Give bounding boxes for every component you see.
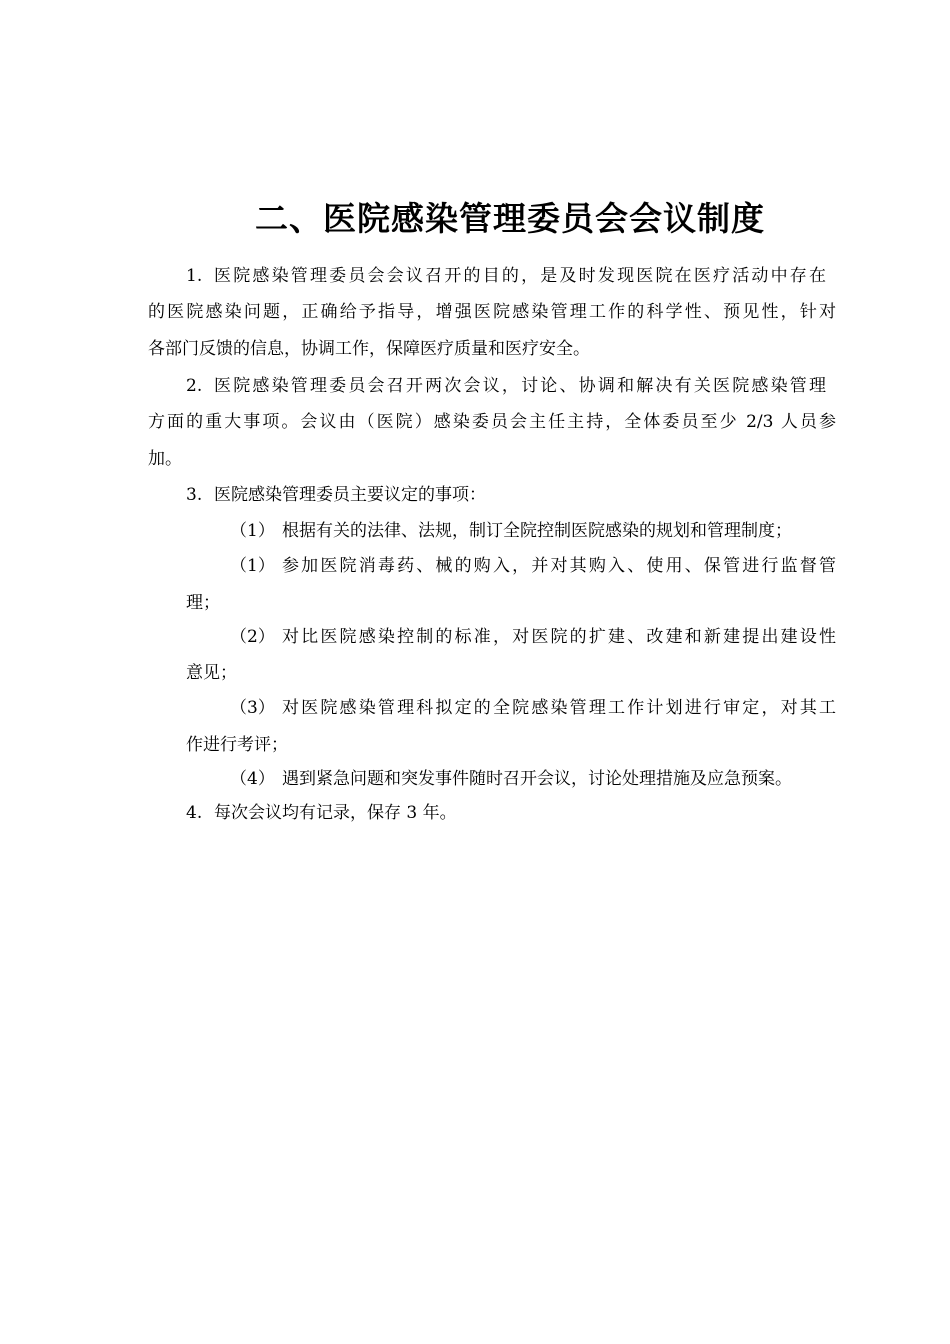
subitem-5-text-line-1: 遇到紧急问题和突发事件随时召开会议，讨论处理措施及应急预案。 bbox=[282, 769, 792, 789]
item-4-number: 4. bbox=[186, 803, 203, 823]
item-3-number: 3. bbox=[186, 485, 203, 505]
item-3-text-line-1: 医院感染管理委员主要议定的事项： bbox=[214, 485, 486, 505]
item-4-text-line-1: 每次会议均有记录，保存 3 年。 bbox=[214, 803, 457, 823]
item-2-text-line-1: 医院感染管理委员会召开两次会议，讨论、协调和解决有关医院感染管理 bbox=[214, 376, 826, 396]
subitem-4-text-line-1: 对医院感染管理科拟定的全院感染管理工作计划进行审定，对其工 bbox=[282, 698, 836, 718]
subitem-4-number: （3） bbox=[230, 698, 275, 718]
subitem-3-text-line-1: 对比医院感染控制的标准，对医院的扩建、改建和新建提出建设性 bbox=[282, 627, 836, 647]
item-2-line-3: 加。 bbox=[148, 449, 182, 469]
item-1-line-1 bbox=[186, 263, 826, 289]
subitem-1-number: （1） bbox=[230, 521, 275, 541]
subitem-1-line-1 bbox=[230, 518, 792, 544]
subitem-5-number: （4） bbox=[230, 769, 275, 789]
item-1-number: 1. bbox=[186, 266, 203, 286]
item-1-text-line-1: 医院感染管理委员会会议召开的目的，是及时发现医院在医疗活动中存在 bbox=[214, 266, 826, 286]
subitem-3-line-1 bbox=[230, 624, 836, 650]
item-2-number: 2. bbox=[186, 376, 203, 396]
subitem-2-text-line-1: 参加医院消毒药、械的购入，并对其购入、使用、保管进行监督管 bbox=[282, 556, 836, 576]
item-3-line-1 bbox=[186, 482, 486, 508]
item-1-line-2: 的医院感染问题，正确给予指导，增强医院感染管理工作的科学性、预见性，针对 bbox=[148, 302, 836, 322]
document-title: 二、医院感染管理委员会会议制度 bbox=[255, 199, 765, 238]
item-1-line-3: 各部门反馈的信息，协调工作，保障医疗质量和医疗安全。 bbox=[148, 339, 590, 359]
item-2-line-2: 方面的重大事项。会议由（医院）感染委员会主任主持，全体委员至少 2/3 人员参 bbox=[148, 412, 836, 432]
subitem-5-line-1 bbox=[230, 766, 792, 792]
subitem-4-line-2: 作进行考评； bbox=[186, 735, 288, 755]
subitem-3-number: （2） bbox=[230, 627, 275, 647]
subitem-2-line-2: 理； bbox=[186, 593, 220, 613]
item-4-line-1 bbox=[186, 800, 457, 826]
subitem-4-line-1 bbox=[230, 695, 836, 721]
subitem-1-text-line-1: 根据有关的法律、法规，制订全院控制医院感染的规划和管理制度； bbox=[282, 521, 792, 541]
subitem-2-line-1 bbox=[230, 553, 836, 579]
subitem-2-number: （1） bbox=[230, 556, 275, 576]
subitem-3-line-2: 意见； bbox=[186, 663, 237, 683]
item-2-line-1 bbox=[186, 373, 826, 399]
